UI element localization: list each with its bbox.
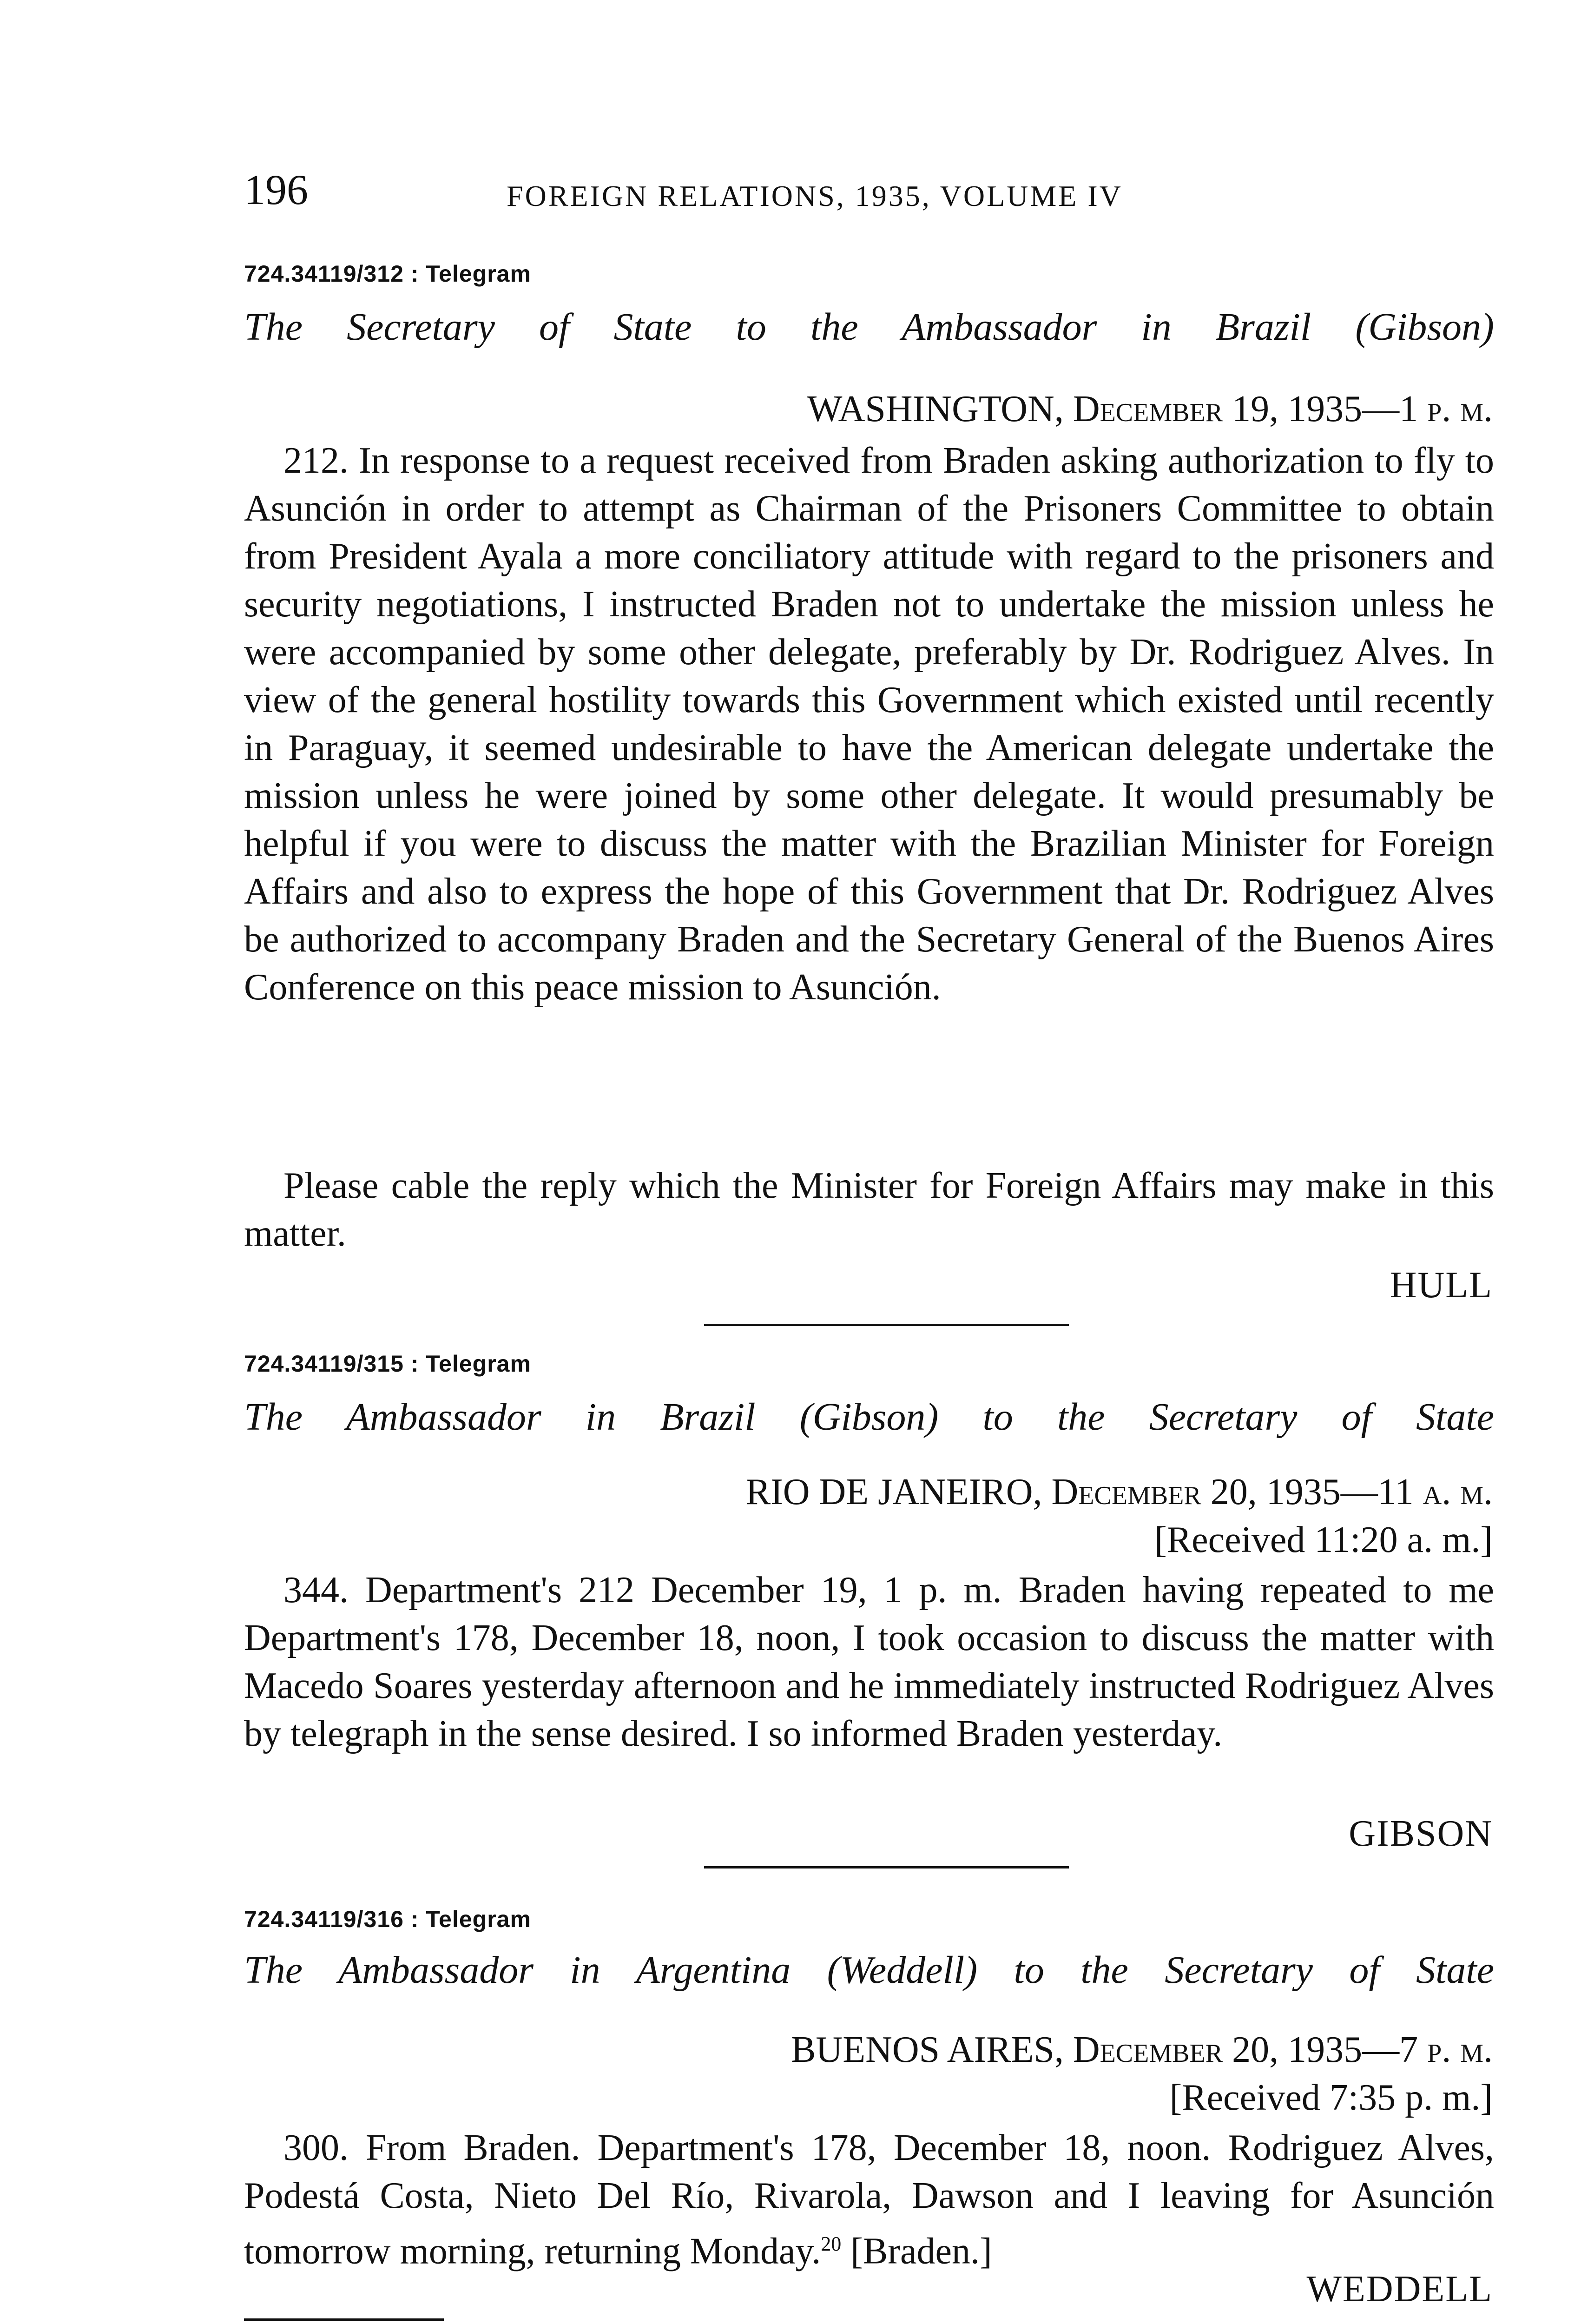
doc-body-1: 212. In response to a request received from Braden asking authorization to fly to Asunción in order to attempt as Chairman of the Prisoners Committee to obtain from President Ayala a more conciliatory attitude with regard to the prisoners and security negotiations, I instructed Braden not to undertake the mission unless he were accompanied by some other delegate, preferably by Dr. Rodriguez Alves. In view of the general hostility towards this Government which existed until recently in Paraguay, it seemed undesirable to have the American delegate undertake the mission unless he were joined by some other delegate. It would presumably be helpful if you were to discuss the matter with the Brazilian Minister for Foreign Affairs and also to express the hope of this Government that Dr. Rodriguez Alves be authorized to accompany Braden and the Secretary General of the Buenos Aires Conference on this peace mission to Asunción.	[244, 440, 1494, 1008]
signature-1: HULL	[1390, 1265, 1493, 1306]
page-number: 196	[244, 166, 308, 213]
received-2: [Received 11:20 a. m.]	[1154, 1519, 1493, 1560]
signature-2: GIBSON	[1349, 1813, 1493, 1854]
doc-body-2: 344. Department's 212 December 19, 1 p. m. Braden having repeated to me Department's 178, December 18, noon, I took occasion to discuss the matter with Macedo Soares yesterday afternoon and he immediately instructed Rodriguez Alves by telegraph in the sense desired. I so informed Braden yesterday.	[244, 1570, 1494, 1754]
file-id-2: 724.34119/315 : Telegram	[244, 1351, 531, 1377]
received-3: [Received 7:35 p. m.]	[1169, 2077, 1493, 2118]
doc-heading-3: The Ambassador in Argentina (Weddell) to the Secretary of State	[244, 1948, 1494, 1992]
file-id-1: 724.34119/312 : Telegram	[244, 261, 531, 287]
doc-body-1b: Please cable the reply which the Minister for Foreign Affairs may make in this matter.	[244, 1165, 1494, 1254]
file-id-3: 724.34119/316 : Telegram	[244, 1906, 531, 1932]
doc-body-3-text: 300. From Braden. Department's 178, December 18, noon. Rodriguez Alves, Podestá Costa, Nieto Del Río, Rivarola, Dawson and I leaving for Asunción tomorrow morning, returning Monday.	[244, 2127, 1494, 2272]
doc-body-3-tail: [Braden.]	[850, 2231, 992, 2272]
separator-rule-2	[704, 1866, 1069, 1868]
footnote-rule	[244, 2318, 444, 2321]
running-title: FOREIGN RELATIONS, 1935, VOLUME IV	[507, 179, 1123, 212]
separator-rule-1	[704, 1324, 1069, 1326]
dateline-1: WASHINGTON, December 19, 1935—1 p. m.	[807, 389, 1493, 429]
doc-heading-2: The Ambassador in Brazil (Gibson) to the Secretary of State	[244, 1395, 1494, 1439]
signature-3: WEDDELL	[1306, 2269, 1493, 2310]
footnote-ref: 20	[821, 2232, 842, 2255]
dateline-3: BUENOS AIRES, December 20, 1935—7 p. m.	[791, 2029, 1493, 2070]
doc-body-3	[244, 2124, 1494, 2276]
doc-heading-1: The Secretary of State to the Ambassador in Brazil (Gibson)	[244, 305, 1494, 349]
dateline-2: RIO DE JANEIRO, December 20, 1935—11 a. m.	[745, 1472, 1493, 1512]
